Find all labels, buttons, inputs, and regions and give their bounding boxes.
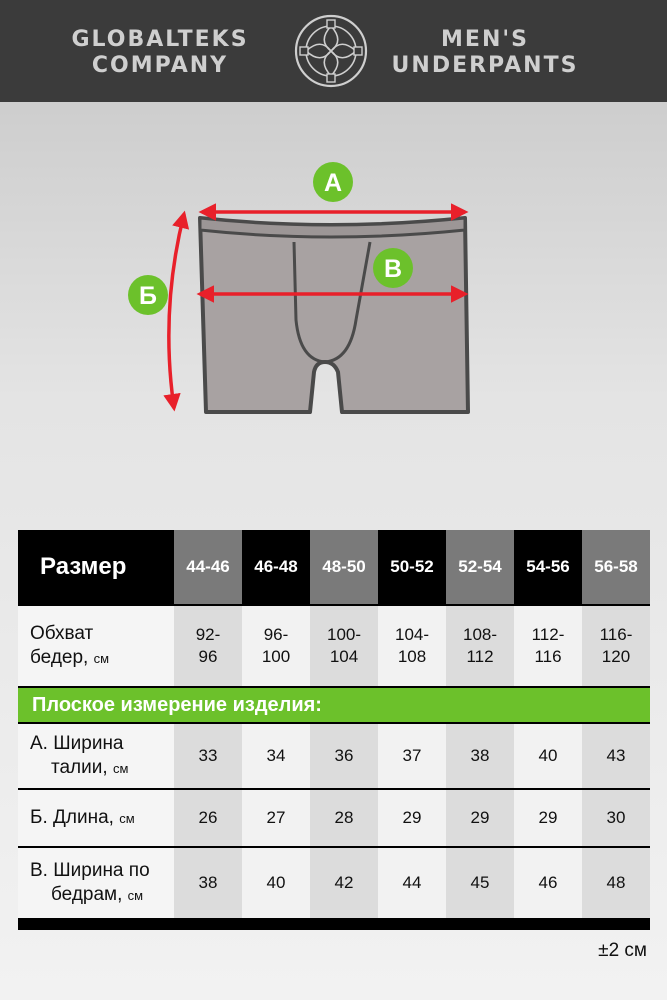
length-cell: 29 bbox=[378, 790, 446, 846]
brand-line-1: GLOBALTEKS bbox=[71, 27, 249, 52]
size-header-label: Размер bbox=[18, 530, 174, 604]
size-header-cell: 56-58 bbox=[582, 530, 650, 604]
hip-girth-cell: 108- 112 bbox=[446, 606, 514, 686]
globalteks-logo-icon bbox=[294, 14, 368, 88]
hip-girth-label: Обхват бедер, см bbox=[18, 606, 174, 686]
waist-width-cell: 40 bbox=[514, 724, 582, 788]
size-header-row bbox=[18, 530, 650, 604]
length-cell: 29 bbox=[514, 790, 582, 846]
brand-name bbox=[50, 27, 270, 79]
length-cell: 29 bbox=[446, 790, 514, 846]
hip-width-cell: 48 bbox=[582, 848, 650, 918]
hip-width-cell: 46 bbox=[514, 848, 582, 918]
hip-width-cell: 42 bbox=[310, 848, 378, 918]
arrow-length bbox=[169, 214, 184, 408]
waist-width-label: А. Ширина талии, см bbox=[18, 724, 174, 788]
badge-length-label: Б bbox=[139, 282, 157, 310]
length-cell: 27 bbox=[242, 790, 310, 846]
brand-line-2: COMPANY bbox=[91, 53, 229, 78]
product-name bbox=[385, 27, 585, 79]
waist-width-cell: 36 bbox=[310, 724, 378, 788]
hip-girth-cell: 104- 108 bbox=[378, 606, 446, 686]
size-table bbox=[18, 530, 650, 930]
hip-girth-cell: 96- 100 bbox=[242, 606, 310, 686]
measurement-diagram bbox=[120, 150, 500, 430]
size-header-cell: 54-56 bbox=[514, 530, 582, 604]
hip-width-cell: 45 bbox=[446, 848, 514, 918]
waist-width-cell: 33 bbox=[174, 724, 242, 788]
measurement-tolerance: ±2 см bbox=[598, 940, 647, 961]
waist-width-cell: 43 bbox=[582, 724, 650, 788]
product-line-2: UNDERPANTS bbox=[391, 53, 579, 78]
size-header-cell: 50-52 bbox=[378, 530, 446, 604]
hip-girth-row bbox=[18, 606, 650, 686]
hip-girth-cell: 116- 120 bbox=[582, 606, 650, 686]
length-cell: 26 bbox=[174, 790, 242, 846]
length-label: Б. Длина, см bbox=[18, 790, 174, 846]
length-cell: 28 bbox=[310, 790, 378, 846]
length-row bbox=[18, 790, 650, 846]
hip-width-row bbox=[18, 848, 650, 918]
badge-b-label: B bbox=[383, 255, 403, 283]
waist-width-cell: 38 bbox=[446, 724, 514, 788]
waist-width-cell: 37 bbox=[378, 724, 446, 788]
hip-width-cell: 40 bbox=[242, 848, 310, 918]
size-header-cell: 52-54 bbox=[446, 530, 514, 604]
hip-width-label: В. Ширина по бедрам, см bbox=[18, 848, 174, 918]
length-cell: 30 bbox=[582, 790, 650, 846]
hip-girth-cell: 112- 116 bbox=[514, 606, 582, 686]
header-bar bbox=[0, 0, 667, 102]
waistband bbox=[200, 218, 465, 237]
waist-width-cell: 34 bbox=[242, 724, 310, 788]
underpants-garment bbox=[200, 218, 468, 412]
size-header-cell: 48-50 bbox=[310, 530, 378, 604]
size-header-cell: 46-48 bbox=[242, 530, 310, 604]
badge-a-label: A bbox=[323, 169, 343, 197]
waist-width-row bbox=[18, 724, 650, 788]
hip-girth-cell: 100- 104 bbox=[310, 606, 378, 686]
flat-measurement-section-title: Плоское измерение изделия: bbox=[18, 688, 650, 722]
hip-width-cell: 38 bbox=[174, 848, 242, 918]
product-line-1: MEN'S bbox=[441, 27, 529, 52]
hip-width-cell: 44 bbox=[378, 848, 446, 918]
hip-girth-cell: 92- 96 bbox=[174, 606, 242, 686]
size-header-cell: 44-46 bbox=[174, 530, 242, 604]
